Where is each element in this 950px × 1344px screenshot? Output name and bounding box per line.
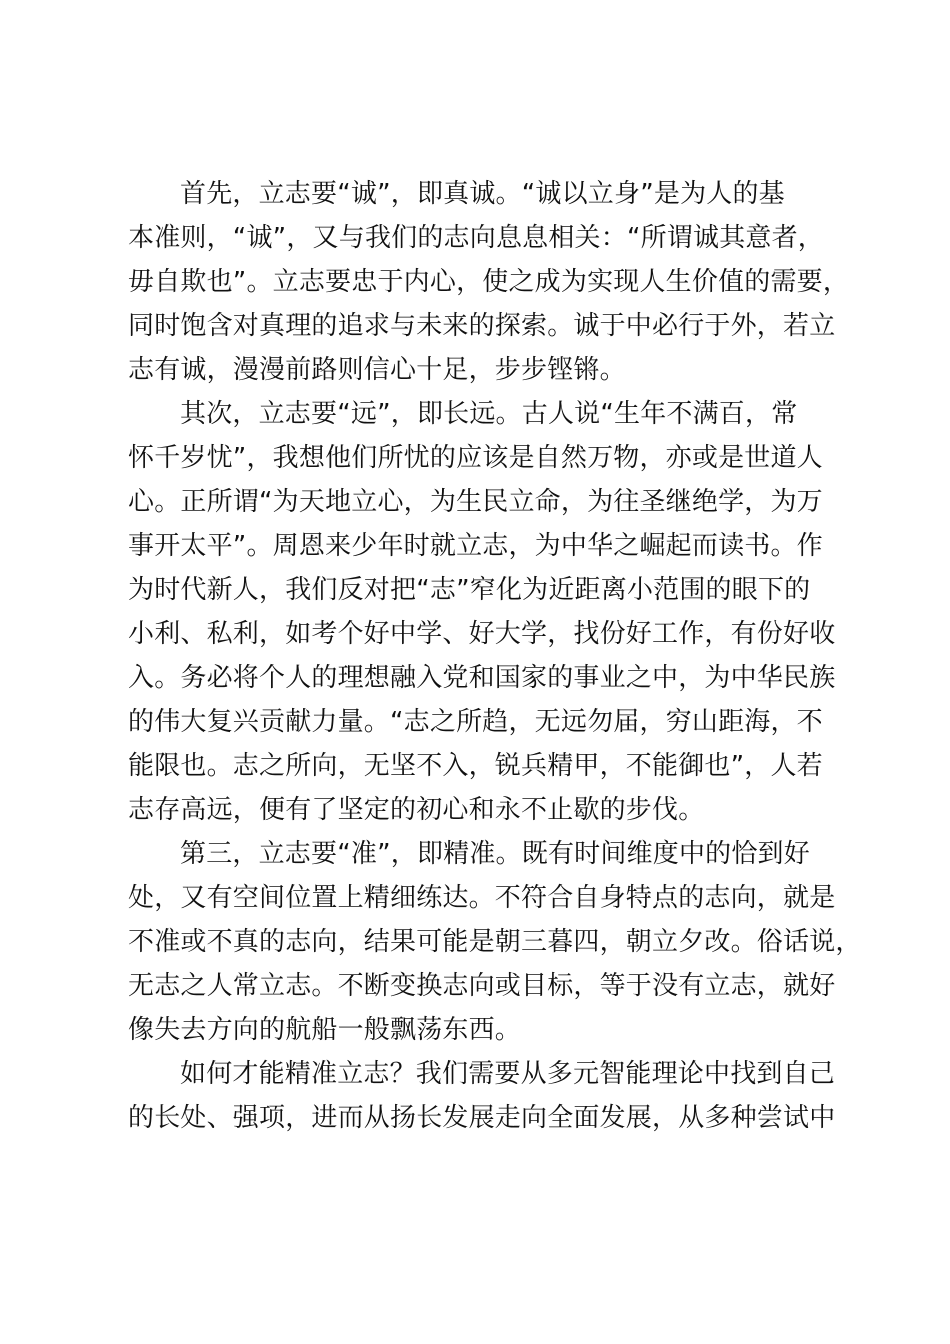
paragraph-line: 本准则，“诚”，又与我们的志向息息相关：“所谓诚其意者， (128, 223, 825, 253)
paragraph-line: 的伟大复兴贡献力量。“志之所趋，无远勿届，穷山距海，不 (128, 707, 823, 737)
paragraph-1 (128, 172, 854, 392)
paragraph-line: 无志之人常立志。不断变换志向或目标，等于没有立志，就好 (128, 971, 836, 1001)
paragraph-line: 如何才能精准立志？我们需要从多元智能理论中找到自己 (180, 1059, 836, 1089)
paragraph-line: 心。正所谓“为天地立心，为生民立命，为往圣继绝学，为万 (128, 487, 823, 517)
paragraph-line: 毋自欺也”。立志要忠于内心，使之成为实现人生价值的需要， (128, 267, 850, 297)
paragraph-line: 志有诚，漫漫前路则信心十足，步步铿锵。 (128, 355, 626, 385)
paragraph-line: 处，又有空间位置上精细练达。不符合自身特点的志向，就是 (128, 883, 836, 913)
paragraph-line: 首先，立志要“诚”，即真诚。“诚以立身”是为人的基 (180, 179, 785, 209)
paragraph-line: 不准或不真的志向，结果可能是朝三暮四，朝立夕改。俗话说， (128, 927, 862, 957)
paragraph-line: 同时饱含对真理的追求与未来的探索。诚于中必行于外，若立 (128, 311, 836, 341)
paragraph-line: 志存高远，便有了坚定的初心和永不止歇的步伐。 (128, 795, 705, 825)
paragraph-line: 怀千岁忧”，我想他们所忧的应该是自然万物，亦或是世道人 (128, 443, 823, 473)
paragraph-line: 其次，立志要“远”，即长远。古人说“生年不满百，常 (180, 399, 798, 429)
paragraph-line: 入。务必将个人的理想融入党和国家的事业之中，为中华民族 (128, 663, 836, 693)
document-body (128, 172, 862, 1140)
paragraph-line: 事开太平”。周恩来少年时就立志，为中华之崛起而读书。作 (128, 531, 823, 561)
paragraph-line: 小利、私利，如考个好中学、好大学，找份好工作，有份好收 (128, 619, 836, 649)
paragraph-line: 为时代新人，我们反对把“志”窄化为近距离小范围的眼下的 (128, 575, 811, 605)
paragraph-line: 像失去方向的航船一般飘荡东西。 (128, 1015, 522, 1045)
paragraph-line: 第三，立志要“准”，即精准。既有时间维度中的恰到好 (180, 839, 810, 869)
paragraph-2 (128, 392, 854, 832)
paragraph-3 (128, 832, 862, 1052)
paragraph-4 (128, 1052, 854, 1140)
paragraph-line: 的长处、强项，进而从扬长发展走向全面发展，从多种尝试中 (128, 1103, 836, 1133)
paragraph-line: 能限也。志之所向，无坚不入，锐兵精甲，不能御也”，人若 (128, 751, 823, 781)
